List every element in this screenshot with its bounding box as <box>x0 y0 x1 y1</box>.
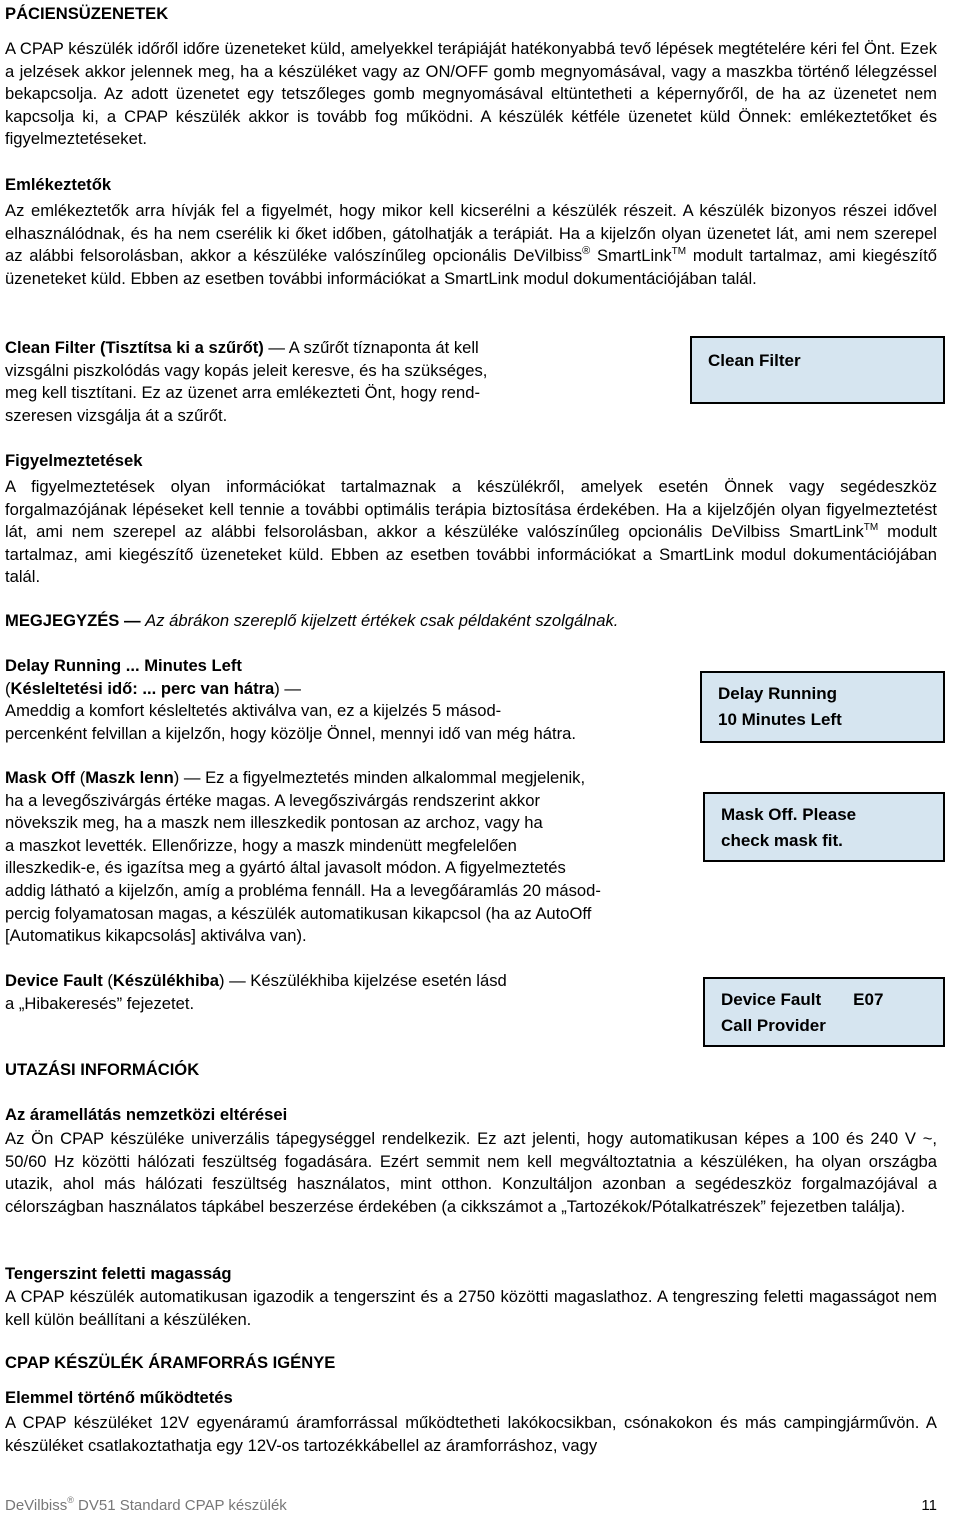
mask-off-section <box>5 767 705 948</box>
note-text: Az ábrákon szereplő kijelzett értékek csak példaként szolgálnak. <box>145 611 619 630</box>
device-fault-section <box>5 970 695 1015</box>
device-fault-open: ( <box>102 971 113 990</box>
clean-filter-title: Clean Filter (Tisztítsa ki a szűrőt) <box>5 338 264 357</box>
warnings-paragraph <box>5 476 937 589</box>
reminders-text-c: modult tartalmaz, ami kiegészítő üzeneteket küld. Ebben az esetben további információkat a SmartLink modul dokumentációjában talál. <box>5 246 937 288</box>
mask-off-title: Mask Off <box>5 768 76 787</box>
mask-off-line-2: növekszik meg, ha a maszk nem illeszkedik pontosan az archoz, vagy ha <box>5 813 543 833</box>
note-label: MEGJEGYZÉS — <box>5 611 141 630</box>
travel-power-subheading: Az áramellátás nemzetközi eltérései <box>5 1105 288 1124</box>
delay-display <box>700 671 945 743</box>
page-number: 11 <box>921 1497 937 1514</box>
mask-off-line-5: addig látható a kijelzőn, amíg a probléma fennáll. Ha a levegőáramlás 20 másod- <box>5 880 601 900</box>
mask-off-line-1: ha a levegőszivárgás értéke magas. A levegőszivárgás rendszerint akkor <box>5 790 540 810</box>
warnings-text-a: A figyelmeztetések olyan információkat tartalmaznak a készülékről, amelyek esetén Önnek vagy segédeszköz forgalmazójának lépéseket kell tennie a további optimális terápia biztosítása érdekében. Ha a kijelzőjén olyan figyelmeztetést lát, ami nem szerepel az alábbi felsorolásban, akkor a készüléke valószínűleg opcionális DeVilbiss SmartLink <box>5 477 937 542</box>
device-fault-title: Device Fault <box>5 971 103 990</box>
clean-filter-line-1: A szűrőt tíznaponta át kell <box>288 338 479 357</box>
mask-off-display <box>703 792 945 862</box>
travel-power-paragraph: Az Ön CPAP készüléke univerzális tápegységgel rendelkezik. Ez azt jelenti, hogy automatikusan képes a 100 és 240 V ~, 50/60 Hz közötti hálózati feszültség fogadására. Ezért semmit nem kell megváltoztatnia a készüléken, ha olyan országba utazik, ahol más hálózati feszültség használatos, mint otthon. Konzultáljon azonban a segédeszköz forgalmazójával a célországban használatos tápkábel beszerzése érdekében (a cikkszámot a „Tartozékok/Pótalkatrészek” fejezetben találja). <box>5 1129 937 1216</box>
altitude-paragraph: A CPAP készülék automatikusan igazodik a tengerszint és a 2750 közötti magaslathoz. A tengreszing feletti magasságot nem kell külön beállítani a készüléken. <box>5 1287 937 1329</box>
mask-off-close: ) — Ez a figyelmeztetés minden alkalommal megjelenik, <box>173 768 586 787</box>
footer-brand: DeVilbiss <box>5 1497 68 1514</box>
clean-filter-display-text: Clean Filter <box>708 351 801 370</box>
mask-off-line-6: percig folyamatosan magas, a készülék automatikusan kikapcsol (ha az AutoOff <box>5 903 592 923</box>
device-fault-display-line-2: Call Provider <box>721 1016 826 1035</box>
warnings-trademark-mark: TM <box>863 522 879 534</box>
reminders-text-b: SmartLink <box>590 246 672 266</box>
device-fault-title-hu: Készülékhiba <box>112 971 219 990</box>
mask-off-title-hu: Maszk lenn <box>85 768 174 787</box>
delay-display-line-1: Delay Running <box>718 684 838 703</box>
intro-text-2: Az adott üzenetet egy tetszőleges gomb megnyomásával eltüntetheti a képernyőről, de ha az üzenetet nem kapcsolja ki, a CPAP készülék akkor is tovább fog működni. A készülék kétféle üzenetet küld Önnek: emlékeztetőket és figyelmeztetéseket. <box>5 84 937 149</box>
warnings-heading: Figyelmeztetések <box>5 451 143 470</box>
device-fault-close: ) — Készülékhiba kijelzése esetén lásd <box>218 971 507 990</box>
trademark-mark: TM <box>671 246 687 258</box>
registered-mark: ® <box>582 245 591 258</box>
footer-model: DV51 Standard CPAP készülék <box>73 1497 287 1514</box>
reminders-heading: Emlékeztetők <box>5 175 112 194</box>
device-fault-display <box>703 977 945 1047</box>
note-paragraph <box>5 610 937 633</box>
delay-close-paren: ) — <box>274 678 302 698</box>
altitude-subheading: Tengerszint feletti magasság <box>5 1264 232 1283</box>
mask-off-line-7: [Automatikus kikapcsolás] aktiválva van). <box>5 926 307 946</box>
mask-off-line-4: illeszkedik-e, és igazítsa meg a gyártó által javasolt módon. A figyelmeztetés <box>5 858 566 878</box>
battery-subheading: Elemmel történő működtetés <box>5 1388 233 1407</box>
mask-off-display-line-2: check mask fit. <box>721 831 843 850</box>
clean-filter-dash: — <box>263 338 289 357</box>
delay-open-paren: ( <box>5 678 11 698</box>
page-footer <box>5 1497 937 1514</box>
delay-title: Delay Running ... Minutes Left <box>5 656 242 675</box>
delay-line-2: percenként felvillan a kijelzőn, hogy közölje Önnel, mennyi idő van még hátra. <box>5 723 576 743</box>
page-title: PÁCIENSÜZENETEK <box>5 4 169 23</box>
reminders-paragraph <box>5 200 937 290</box>
device-fault-line-2: a „Hibakeresés” fejezetet. <box>5 993 195 1013</box>
delay-line-1: Ameddig a komfort késleltetés aktiválva van, ez a kijelzés 5 másod- <box>5 701 502 721</box>
clean-filter-line-4: szeresen vizsgálja át a szűrőt. <box>5 405 228 425</box>
travel-heading: UTAZÁSI INFORMÁCIÓK <box>5 1060 200 1079</box>
device-fault-display-label: Device Fault <box>721 990 822 1009</box>
mask-off-display-line-1: Mask Off. Please <box>721 805 857 824</box>
delay-section <box>5 655 695 745</box>
power-heading: CPAP KÉSZÜLÉK ÁRAMFORRÁS IGÉNYE <box>5 1353 336 1372</box>
mask-off-open: ( <box>75 768 86 787</box>
intro-paragraph <box>5 38 937 151</box>
clean-filter-line-2: vizsgálni piszkolódás vagy kopás jeleit keresve, és ha szükséges, <box>5 360 488 380</box>
intro-text-1: A CPAP készülék időről időre üzeneteket küld, amelyekkel terápiáját hatékonyabbá tevő lépések megtételére kéri fel Önt. Ezek a jelzések akkor jelennek meg, ha a készüléket vagy az ON/OFF gomb megnyomásával, vagy a maszkba történő lélegzéssel bekapcsolja. <box>5 39 937 104</box>
device-fault-display-code: E07 <box>853 990 884 1009</box>
mask-off-line-3: a maszkot levették. Ellenőrizze, hogy a maszk mindenütt megfelelően <box>5 835 517 855</box>
clean-filter-line-3: meg kell tisztítani. Ez az üzenet arra emlékezteti Önt, hogy rend- <box>5 383 480 403</box>
clean-filter-display <box>690 336 945 404</box>
warnings-text-b: modult tartalmaz, ami kiegészítő üzeneteket küld. Ebben az esetben további információkat a SmartLink modul dokumentációjában talál. <box>5 522 937 587</box>
footer-registered-mark: ® <box>67 1495 74 1505</box>
delay-display-line-2: 10 Minutes Left <box>718 710 842 729</box>
clean-filter-section <box>5 337 605 427</box>
battery-paragraph: A CPAP készüléket 12V egyenáramú áramforrással működtetheti lakókocsikban, csónakokon és más campingjárművön. A készüléket csatlakoztathatja egy 12V-os tartozékkábellel az áramforráshoz, vagy <box>5 1413 937 1455</box>
delay-title-hu: Késleltetési idő: ... perc van hátra <box>10 678 275 698</box>
reminders-text-a: Az emlékeztetők arra hívják fel a figyelmét, hogy mikor kell kicserélni a készülék részeit. A készülék bizonyos részei idővel elhasználódnak, és ha nem cserélik ki őket időben, gátolhatják a terápiát. Ha a kijelzőn olyan üzenetet lát, ami nem szerepel az alábbi felsorolásban, akkor a készüléke valószínűleg opcionális DeVilbiss <box>5 201 937 266</box>
